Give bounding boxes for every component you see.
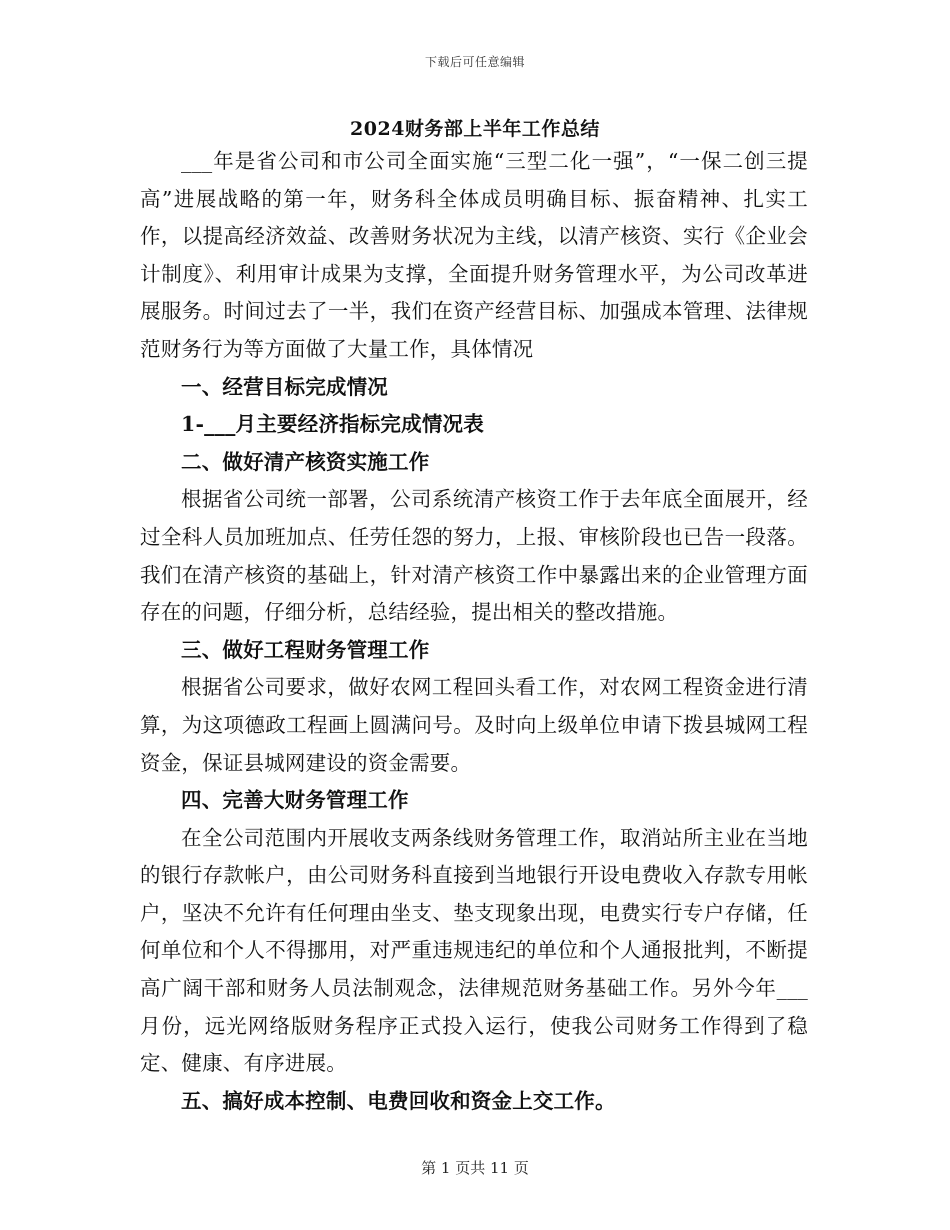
section-3-heading: 三、做好工程财务管理工作 — [181, 637, 430, 662]
section-4-heading: 四、完善大财务管理工作 — [181, 788, 409, 813]
table-caption: 1-___月主要经济指标完成情况表 — [181, 412, 484, 437]
section-2-heading: 二、做好清产核资实施工作 — [181, 449, 430, 474]
section-4-paragraph: 在全公司范围内开展收支两条线财务管理工作，取消站所主业在当地的银行存款帐户，由公司财务科直接到当地银行开设电费收入存款专用帐户，坚决不允许有任何理由坐支、垫支现象出现，电费实行专户存储，任何单位和个人不得挪用，对严重违规违纪的单位和个人通报批判，不断提高广阔干部和财务人员法制观念，法律规范财务基础工作。另外今年___月份，远光网络版财务程序正式投入运行，使我公司财务工作得到了稳定、健康、有序进展。 — [140, 825, 808, 1076]
section-2-paragraph: 根据省公司统一部署，公司系统清产核资工作于去年底全面展开，经过全科人员加班加点、任劳任怨的努力，上报、审核阶段也已告一段落。我们在清产核资的基础上，针对清产核资工作中暴露出来的企业管理方面存在的问题，仔细分析，总结经验，提出相关的整改措施。 — [140, 487, 808, 625]
document-body — [140, 143, 808, 1120]
header-note: 下载后可任意编辑 — [424, 55, 525, 69]
page-number-footer: 第 1 页共 11 页 — [421, 1159, 529, 1177]
section-3-paragraph: 根据省公司要求，做好农网工程回头看工作，对农网工程资金进行清算，为这项德政工程画上圆满问号。及时向上级单位申请下拨县城网工程资金，保证县城网建设的资金需要。 — [140, 675, 808, 775]
document-title: 2024财务部上半年工作总结 — [350, 118, 600, 140]
section-1-heading: 一、经营目标完成情况 — [181, 374, 388, 399]
intro-paragraph: ___年是省公司和市公司全面实施“三型二化一强”，“一保二创三提高”进展战略的第一年，财务科全体成员明确目标、振奋精神、扎实工作，以提高经济效益、改善财务状况为主线，以清产核资、实行《企业会计制度》、利用审计成果为支撑，全面提升财务管理水平，为公司改革进展服务。时间过去了一半，我们在资产经营目标、加强成本管理、法律规范财务行为等方面做了大量工作，具体情况 — [140, 149, 808, 361]
section-5-heading: 五、搞好成本控制、电费回收和资金上交工作。 — [181, 1088, 616, 1113]
